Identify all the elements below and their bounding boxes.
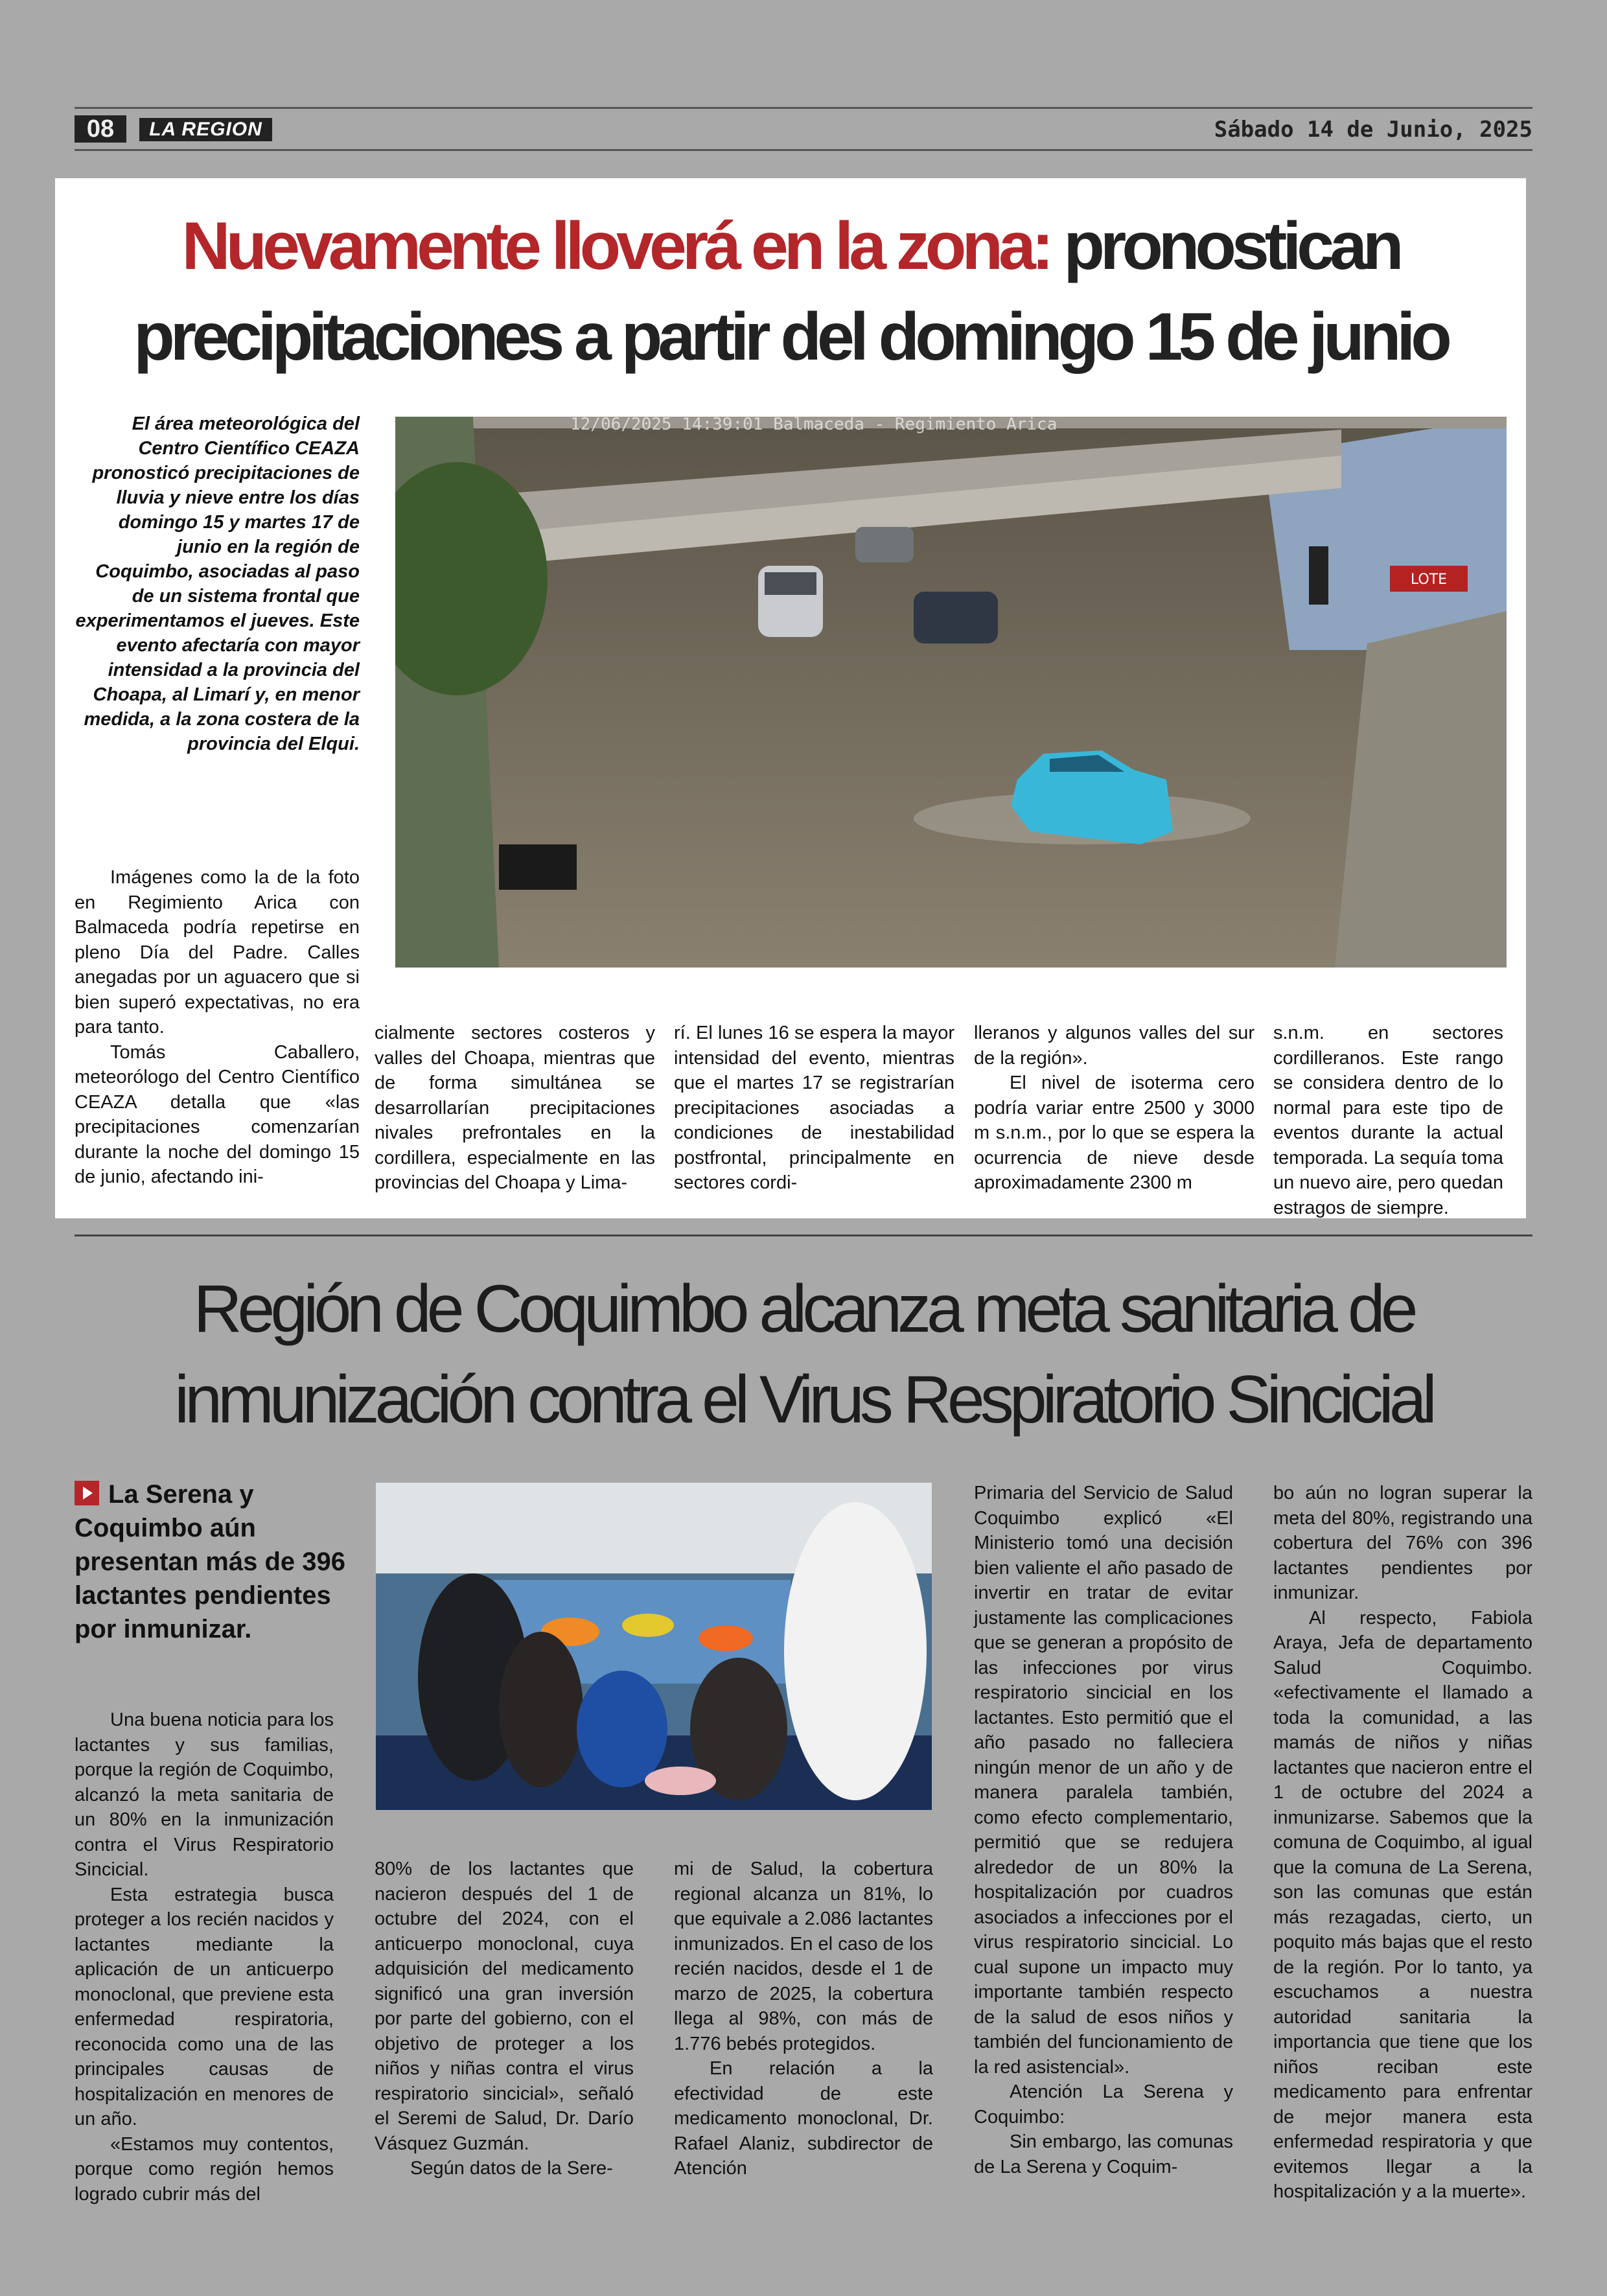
- play-triangle-icon: [75, 1481, 99, 1505]
- article1-lede: El área meteorológica del Centro Científico CEAZA pronosticó precipitaciones de lluvia y nieve entre los días domingo 15 y martes 17 de junio en la región de Coquimbo, asociadas al paso de un sistema frontal que experimentamos el jueves. Este evento afectaría con mayor intensidad a la provincia del Choapa, al Limarí y, en menor medida, a la zona costera de la provincia del Elqui.: [75, 413, 360, 754]
- article2-column-3: [674, 1857, 933, 2181]
- camera-timestamp: 12/06/2025 14:39:01 Balmaceda - Regimiento Arica: [570, 417, 1058, 434]
- paragraph: Sin embargo, las comunas de La Serena y Coquim-: [974, 2131, 1233, 2177]
- paragraph: Imágenes como la de la foto en Regimiento Arica con Balmaceda podría repetirse en pleno Día del Padre. Calles anegadas por un aguacero que si bien superó expectativas, no era para tanto.: [75, 867, 360, 1038]
- paragraph: Tomás Caballero, meteorólogo del Centro Científico CEAZA detalla que «las precipitaciones comenzarían durante la noche del domingo 15 de junio, afectando ini-: [75, 1041, 360, 1187]
- paragraph: El nivel de isoterma cero podría variar entre 2500 y 3000 m s.n.m., por lo que se espera la ocurrencia de nieve desde aproximadamente 2300 m: [974, 1073, 1254, 1193]
- paragraph: Esta estrategia busca proteger a los recién nacidos y lactantes mediante la aplicación de un anticuerpo monoclonal, que previene esta enfermedad respiratoria, reconocida como una de las principales causas de hospitalización en menores de un año.: [75, 1884, 334, 2129]
- kicker-text: La Serena y Coquimbo aún presentan más de 396 lactantes pendientes por inmunizar.: [75, 1480, 345, 1643]
- paragraph: mi de Salud, la cobertura regional alcanza un 81%, lo que equivale a 2.086 lactantes inmunizados. En el caso de los recién nacidos, desde el 1 de marzo de 2025, la cobertura llega al 98%, con más de 1.776 bebés protegidos.: [674, 1859, 933, 2054]
- article2-kicker: [75, 1478, 347, 1646]
- article1-column-3: [674, 1021, 954, 1196]
- paragraph: cialmente sectores costeros y valles del Choapa, mientras que de forma simultánea se desarrollarían precipitaciones nivales prefrontales en la cordillera, especialmente en las provincias del Choapa y Lima-: [375, 1023, 655, 1193]
- paragraph: bo aún no logran superar la meta del 80%, registrando una cobertura del 76% con 396 lactantes pendientes por inmunizar.: [1273, 1483, 1532, 1603]
- paragraph: Al respecto, Fabiola Araya, Jefa de departamento Salud Coquimbo. «efectivamente el llamado a toda la comunidad, a las mamás de niños y niñas lactantes que nacieron entre el 1 de octubre del 2024 a inmunizarse. Sabemos que la comuna de Coquimbo, al igual que la comuna de La Serena, son las comunas que están más rezagadas, cierto, un poquito más bajas que el resto de la región. Por lo tanto, ya escuchamos a nuestra autoridad sanitaria la importancia que tiene que los niños reciban este medicamento para enfrentar de mejor manera esta enfermedad respiratoria y que evitemos llegar a la hospitalización y a la muerte».: [1273, 1607, 1532, 2202]
- article1-column-5: [1273, 1021, 1503, 1220]
- flooded-street-photo: [395, 417, 1507, 968]
- article2-headline: Región de Coquimbo alcanza meta sanitaria de inmunización contra el Virus Respiratorio Sincicial: [174, 1271, 1433, 1437]
- paragraph: En relación a la efectividad de este medicamento monoclonal, Dr. Rafael Alaniz, subdirector de Atención: [674, 2058, 933, 2179]
- paragraph: «Estamos muy contentos, porque como región hemos logrado cubrir más del: [75, 2133, 334, 2205]
- flooded-underpass-image: [395, 417, 1507, 968]
- newspaper-logo: LA REGION: [139, 118, 272, 141]
- headline-highlight: Nuevamente lloverá en la zona:: [181, 209, 1050, 284]
- article1-column-1: [75, 865, 360, 1190]
- headline-rest: pronostican precipitaciones a partir del domingo 15 de junio: [133, 209, 1448, 375]
- gray-car: [855, 527, 914, 562]
- photo-sign-text: LOTE: [1410, 572, 1448, 588]
- paragraph: Primaria del Servicio de Salud Coquimbo explicó «El Ministerio tomó una decisión bien valiente el año pasado de invertir en tratar de evitar justamente las complicaciones que se generan a propósito de las infecciones por virus respiratorio sincicial en los lactantes. Esto permitió que el año pasado no falleciera ningún menor de un año y de manera paralela también, como efecto complementario, permitió que se redujera alrededor de un 80% la hospitalización por cuadros asociados a infecciones por el virus respiratorio sincicial. Lo cual supone un impacto muy importante también respecto de la salud de esos niños y también del funcionamiento de la red asistencial».: [974, 1483, 1233, 2078]
- article1-column-4: [974, 1021, 1254, 1196]
- dark-car: [914, 592, 998, 644]
- paragraph: 80% de los lactantes que nacieron después del 1 de octubre del 2024, con el anticuerpo monoclonal, cuya adquisición del medicamento significó una gran inversión por parte del gobierno, con el objetivo de proteger a los niños y niñas contra el virus respiratorio sincicial», señaló el Seremi de Salud, Dr. Darío Vásquez Guzmán.: [375, 1859, 634, 2154]
- section-divider: [75, 1235, 1532, 1236]
- paragraph: lleranos y algunos valles del sur de la región».: [974, 1023, 1254, 1069]
- article2-column-5: [1273, 1481, 1532, 2205]
- page-header: [75, 107, 1532, 151]
- issue-date: Sábado 14 de Junio, 2025: [1214, 117, 1532, 143]
- page-number: 08: [75, 115, 126, 143]
- article1-column-2: [375, 1021, 655, 1196]
- vaccination-photo: [376, 1483, 932, 1810]
- paragraph: Según datos de la Sere-: [410, 2158, 613, 2179]
- clinic-scene-image: [376, 1483, 932, 1810]
- article-rain-forecast: [55, 178, 1526, 1218]
- article2-column-1: [75, 1708, 334, 2207]
- paragraph: Una buena noticia para los lactantes y sus familias, porque la región de Coquimbo, alcanzó la meta sanitaria de un 80% en la inmunización contra el Virus Respiratorio Sincicial.: [75, 1710, 334, 1880]
- article1-headline: [55, 201, 1526, 382]
- white-car: [758, 566, 823, 637]
- paragraph: s.n.m. en sectores cordilleranos. Este rango se considera dentro de lo normal para este tipo de eventos durante la actual temporada. La sequía toma un nuevo aire, pero quedan estragos de siempre.: [1273, 1023, 1503, 1218]
- paragraph: rí. El lunes 16 se espera la mayor intensidad del evento, mientras que el martes 17 se registrarían precipitaciones asociadas a condiciones de inestabilidad postfrontal, principalmente en sectores cordi-: [674, 1023, 954, 1193]
- article2-column-4: [974, 1481, 1233, 2179]
- paragraph: Atención La Serena y Coquimbo:: [974, 2081, 1233, 2128]
- article2-column-2: [375, 1857, 634, 2181]
